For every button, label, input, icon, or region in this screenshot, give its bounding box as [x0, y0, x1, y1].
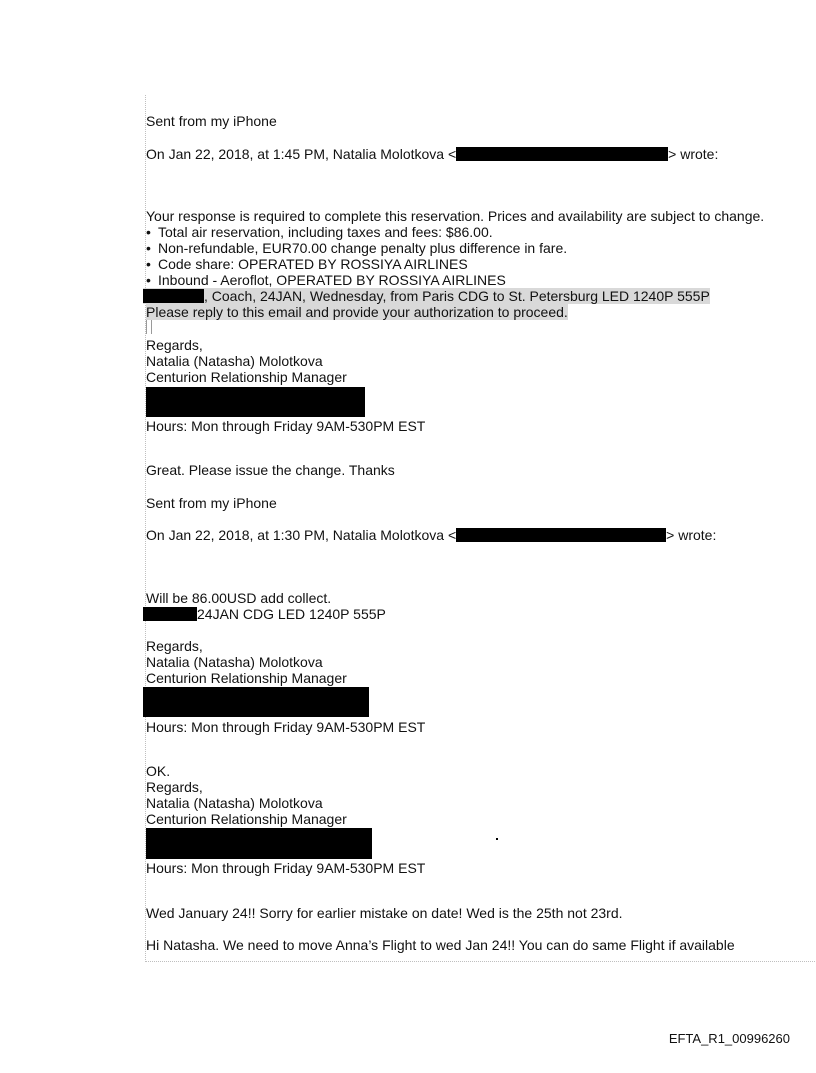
ok-line: OK. [146, 763, 171, 779]
quote-header-2-prefix: On Jan 22, 2018, at 1:30 PM, Natalia Molotkova < [146, 527, 457, 543]
flight-details-text: , Coach, 24JAN, Wednesday, from Paris CDG to St. Petersburg LED 1240P 555P [204, 288, 710, 304]
redacted-email-1 [456, 147, 668, 161]
signature-title: Centurion Relationship Manager [146, 670, 347, 686]
sent-from-iphone-2: Sent from my iPhone [146, 495, 277, 511]
quote-header-2-suffix: > wrote: [666, 527, 717, 543]
signature-regards: Regards, [146, 337, 203, 353]
redacted-contact-block [146, 387, 365, 417]
bullet-icon: • [146, 224, 151, 240]
document-id: EFTA_R1_00996260 [668, 1031, 790, 1046]
quote-header-1-suffix: > wrote: [668, 146, 719, 162]
signature-name: Natalia (Natasha) Molotkova [146, 654, 323, 670]
redacted-flight-number [143, 289, 204, 303]
bullet-icon: • [146, 256, 151, 272]
quote-header-2 [146, 527, 716, 543]
redacted-flight-number-2 [143, 607, 197, 621]
response-required-text: Your response is required to complete this reservation. Prices and availability are subject to change. [146, 208, 765, 224]
text-cursor-mark [146, 320, 152, 334]
signature-name: Natalia (Natasha) Molotkova [146, 353, 323, 369]
signature-regards: Regards, [146, 779, 203, 795]
reply-request-text: Please reply to this email and provide your authorization to proceed. [146, 304, 568, 320]
reply-request-line [146, 304, 568, 320]
stray-dot [496, 838, 498, 840]
quote-header-1 [146, 146, 718, 162]
flight-details-highlight [143, 288, 710, 304]
signature-regards: Regards, [146, 638, 203, 654]
signature-title: Centurion Relationship Manager [146, 369, 347, 385]
bullet-item [146, 256, 468, 272]
signature-name: Natalia (Natasha) Molotkova [146, 795, 323, 811]
redacted-contact-block [143, 687, 369, 717]
hi-natasha-line: Hi Natasha. We need to move Anna’s Flight to wed Jan 24!! You can do same Flight if available [146, 937, 735, 953]
will-be-line: Will be 86.00USD add collect. [146, 590, 332, 606]
bullet-item [146, 272, 506, 288]
signature-title: Centurion Relationship Manager [146, 811, 347, 827]
redacted-contact-block [146, 828, 372, 859]
sent-from-iphone-1: Sent from my iPhone [146, 113, 277, 129]
signature-hours: Hours: Mon through Friday 9AM-530PM EST [146, 860, 426, 876]
bullet-text: Non-refundable, EUR70.00 change penalty plus difference in fare. [158, 240, 568, 256]
signature-hours: Hours: Mon through Friday 9AM-530PM EST [146, 719, 426, 735]
quote-header-1-prefix: On Jan 22, 2018, at 1:45 PM, Natalia Molotkova < [146, 146, 457, 162]
bullet-text: Inbound - Aeroflot, OPERATED BY ROSSIYA AIRLINES [158, 272, 506, 288]
bullet-text: Total air reservation, including taxes and fees: $86.00. [158, 224, 493, 240]
bullet-icon: • [146, 272, 151, 288]
flight-line-2 [143, 606, 386, 622]
flight-line-2-text: 24JAN CDG LED 1240P 555P [197, 606, 386, 622]
redacted-email-2 [456, 528, 666, 542]
bullet-text: Code share: OPERATED BY ROSSIYA AIRLINES [158, 256, 468, 272]
bullet-item [146, 240, 567, 256]
bullet-icon: • [146, 240, 151, 256]
great-issue-change-line: Great. Please issue the change. Thanks [146, 462, 395, 478]
bullet-item [146, 224, 493, 240]
signature-hours: Hours: Mon through Friday 9AM-530PM EST [146, 418, 426, 434]
wed-correction-line: Wed January 24!! Sorry for earlier mistake on date! Wed is the 25th not 23rd. [146, 905, 623, 921]
flight-details-line [143, 288, 710, 304]
